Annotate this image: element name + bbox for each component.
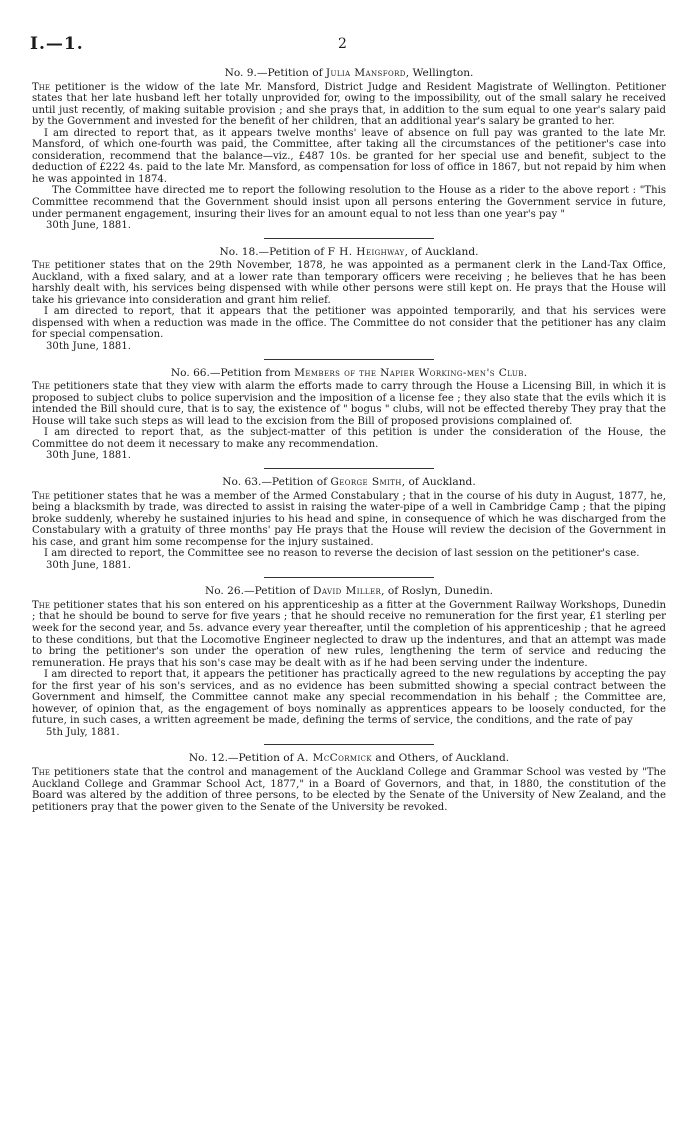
petition-section — [32, 68, 666, 239]
section-divider — [264, 359, 434, 360]
petition-section — [32, 753, 666, 813]
document-body — [32, 68, 666, 813]
report-paragraph: I am directed to report that, as it appears twelve months' leave of absence on full pay was granted to the late Mr. Mansford, of which one-fourth was paid, the Committee, after taking all the circumstances of the petitioner's case into consideration, recommend that the balance—viz., £487 10s. be granted for her special use and benefit, subject to the deduction of £222 4s. paid to the late Mr. Mansford, as compensation for loss of office in 1867, but not repaid by him when he was appointed in 1874. — [32, 127, 666, 185]
section-date: 30th June, 1881. — [46, 220, 131, 232]
section-divider — [264, 577, 434, 578]
petition-section — [32, 586, 666, 745]
section-title: No. 26.—Petition of David Miller, of Roslyn, Dunedin. — [204, 585, 494, 598]
petition-section — [32, 368, 666, 469]
section-date: 5th July, 1881. — [46, 726, 120, 738]
petition-paragraph: The petitioners state that they view with alarm the efforts made to carry through the House a Licensing Bill, in which it is proposed to subject clubs to police supervision and the imposition of a license fee ; they also state that the evils which it is intended the Bill should cure, that is to say, the existence of " bogus " clubs, will not be effected thereby They pray that the House will take such steps as will lead to the excision from the Bill of proposed provisions complained of. — [32, 381, 666, 427]
section-title: No. 66.—Petition from Members of the Napier Working-men's Club. — [170, 366, 528, 379]
section-divider — [264, 238, 434, 239]
petition-paragraph: The petitioners state that the control and management of the Auckland College and Grammar School was vested by "The Auckland College and Grammar School Act, 1877," in a Board of Governors, and that, in 1880, the constitution of the Board was altered by the addition of three persons, to be elected by the Senate of the University of New Zealand, and the petitioners pray that the power given to the Senate of the University be revoked. — [32, 766, 666, 813]
section-title: No. 9.—Petition of Julia Mansford, Wellington. — [224, 67, 474, 79]
section-divider — [264, 744, 434, 745]
petition-paragraph: The petitioner states that on the 29th November, 1878, he was appointed as a permanent clerk in the Land-Tax Office, Auckland, with a fixed salary, and at a lower rate than temporary officers were receiving ; he believes that he has been harshly dealt with, his services being dispensed with while other persons were still kept on. He prays that the House will take his grievance into consideration and grant him relief. — [32, 260, 666, 306]
page-number: 2 — [338, 36, 347, 52]
petition-paragraph: The petitioner states that his son entered on his apprenticeship as a fitter at the Government Railway Workshops, Dunedin ; that he should be bound to serve for five years ; that he should receive no remuneration for the first year, £1 sterling per week for the second year, and 5s. advance every year thereafter, until the completion of his apprenticeship ; that he agreed to these conditions, but that the Locomotive Engineer neglected to draw up the indentures, and that an attempt was made to bring the petitioner's son under the operation of new rules, lengthening the term of service and reducing the remuneration. He prays that his son's case may be dealt with as if he had been serving under the indenture. — [32, 599, 667, 669]
section-date: 30th June, 1881. — [46, 450, 131, 462]
section-date: 30th June, 1881. — [46, 559, 131, 571]
petition-section — [32, 247, 666, 360]
section-title: No. 63.—Petition of George Smith, of Auckland. — [222, 475, 476, 488]
petition-section — [32, 477, 666, 578]
rider-paragraph: The Committee have directed me to report the following resolution to the House as a rider to the above report : "This Committee recommend that the Government should insist upon all persons entering the Government service in future, under permanent engagement, insuring their lives for an amount equal to not less than one year's pay " — [32, 185, 666, 220]
report-paragraph: I am directed to report that, as the subject-matter of this petition is under the consideration of the House, the Committee do not deem it necessary to make any recommendation. — [32, 427, 666, 450]
report-paragraph: I am directed to report, that it appears that the petitioner was appointed temporarily, and that his services were dispensed with when a reduction was made in the office. The Committee do not consider that the petitioner has any claim for special compensation. — [32, 306, 666, 341]
section-title: No. 12.—Petition of A. McCormick and Others, of Auckland. — [188, 752, 510, 765]
petition-paragraph: The petitioner states that he was a member of the Armed Constabulary ; that in the course of his duty in August, 1877, he, being a blacksmith by trade, was directed to assist in raising the water-pipe of a well in Cambridge Camp ; that the piping broke suddenly, whereby he sustained injuries to his head and spine, in consequence of which he was discharged from the Constabulary with a gratuity of three months' pay He prays that the House will review the decision of the Government in his case, and grant him some recompense for the injury sustained. — [32, 490, 666, 548]
report-paragraph: I am directed to report that, it appears the petitioner has practically agreed to the new regulations by accepting the pay for the first year of his son's services, and as no evidence has been submitted showing a special contract between the Government and himself, the Committee cannot make any special recommendation in his behalf ; the Committee are, however, of opinion that, as the engagement of boys nominally as apprentices appears to be loosely conducted, for the future, in such cases, a written agreement be made, defining the terms of service, the conditions, and the rate of pay — [32, 669, 666, 727]
report-paragraph: I am directed to report, the Committee see no reason to reverse the decision of last session on the petitioner's case. — [44, 548, 640, 560]
petition-paragraph: The petitioner is the widow of the late Mr. Mansford, District Judge and Resident Magistrate of Wellington. Petitioner states that her late husband left her totally unprovided for, owing to the impossibility, out of the small salary he received until just recently, of making suitable provision ; and she prays that, in addition to the sum equal to one year's salary paid by the Government and invested for the benefit of her children, that an additional year's salary be granted to her. — [32, 81, 666, 128]
section-divider — [264, 468, 434, 469]
section-date: 30th June, 1881. — [46, 341, 131, 353]
document-reference: I.—1. — [30, 34, 84, 54]
section-title: No. 18.—Petition of F H. Heighway, of Auckland. — [219, 245, 479, 258]
